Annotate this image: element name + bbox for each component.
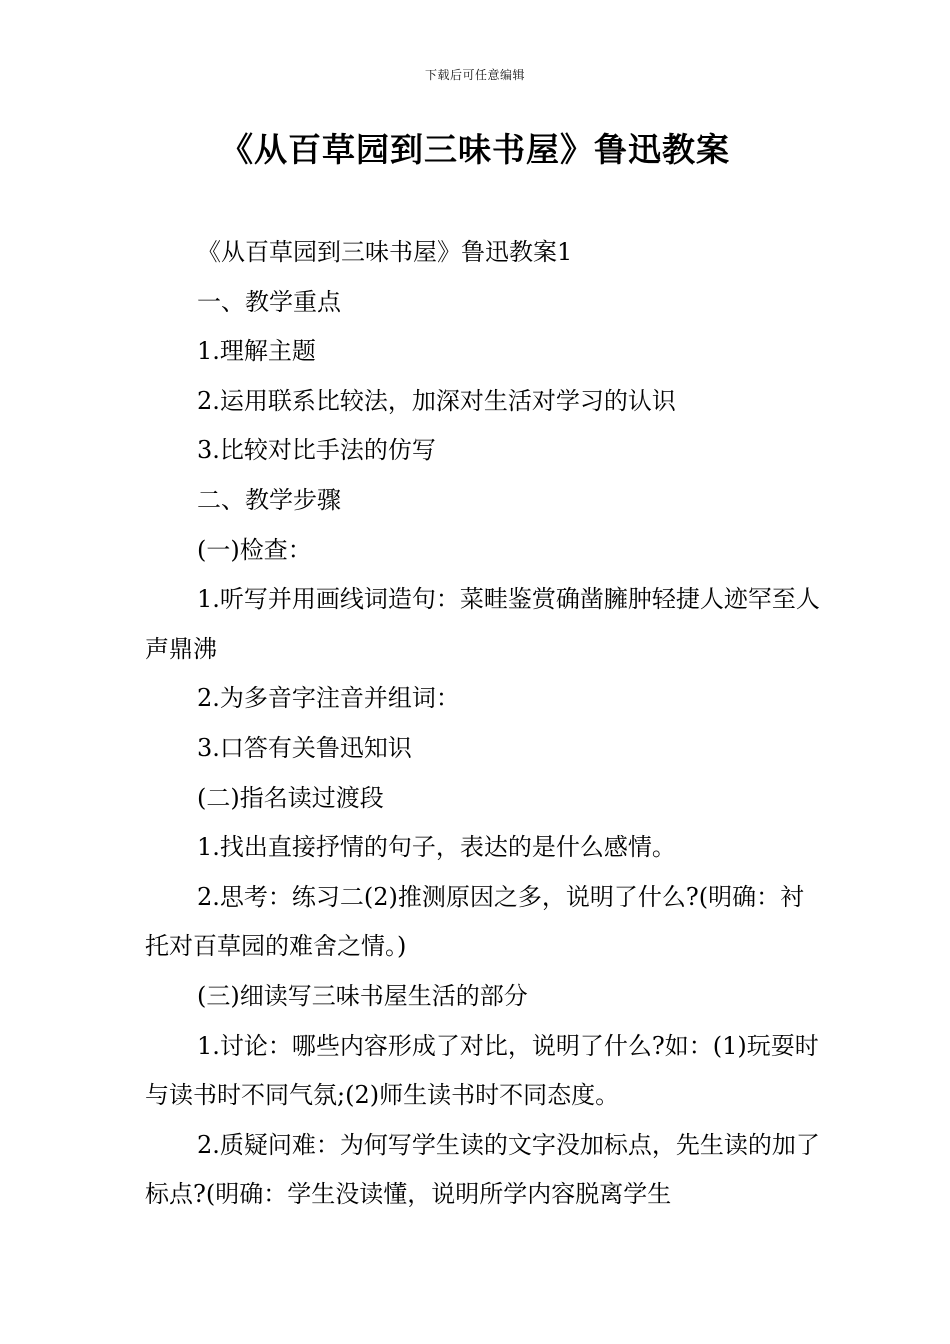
document-body [145,228,825,1220]
subsection-heading: (一)检查： [197,535,312,564]
list-item: 2.运用联系比较法，加深对生活对学习的认识 [197,386,676,415]
section-heading-teaching-focus: 一、教学重点 [197,287,341,316]
list-item: 1.理解主题 [197,337,316,366]
document-title: 《从百草园到三味书屋》鲁迅教案 [220,130,730,169]
lesson-heading: 《从百草园到三味书屋》鲁迅教案1 [197,238,573,266]
header-note: 下载后可任意编辑 [424,68,525,82]
list-item: 2.为多音字注音并组词： [197,684,460,713]
section-heading-teaching-steps: 二、教学步骤 [197,485,341,514]
list-item: 1.找出直接抒情的句子，表达的是什么感情。 [197,833,676,862]
subsection-heading: (三)细读写三味书屋生活的部分 [197,981,528,1010]
list-item: 1.讨论：哪些内容形成了对比，说明了什么?如：(1)玩耍时与读书时不同气氛;(2)师生读书时不同态度。 [145,1031,819,1110]
list-item: 3.口答有关鲁迅知识 [197,733,412,762]
list-item: 1.听写并用画线词造句：菜畦鉴赏确凿臃肿轻捷人迹罕至人声鼎沸 [145,585,820,663]
subsection-heading: (二)指名读过渡段 [197,783,384,812]
list-item: 2.思考：练习二(2)推测原因之多，说明了什么?(明确：衬托对百草园的难舍之情。) [145,882,805,961]
list-item: 2.质疑问难：为何写学生读的文字没加标点，先生读的加了标点?(明确：学生没读懂，说明所学内容脱离学生 [145,1130,820,1209]
list-item: 3.比较对比手法的仿写 [197,436,436,465]
